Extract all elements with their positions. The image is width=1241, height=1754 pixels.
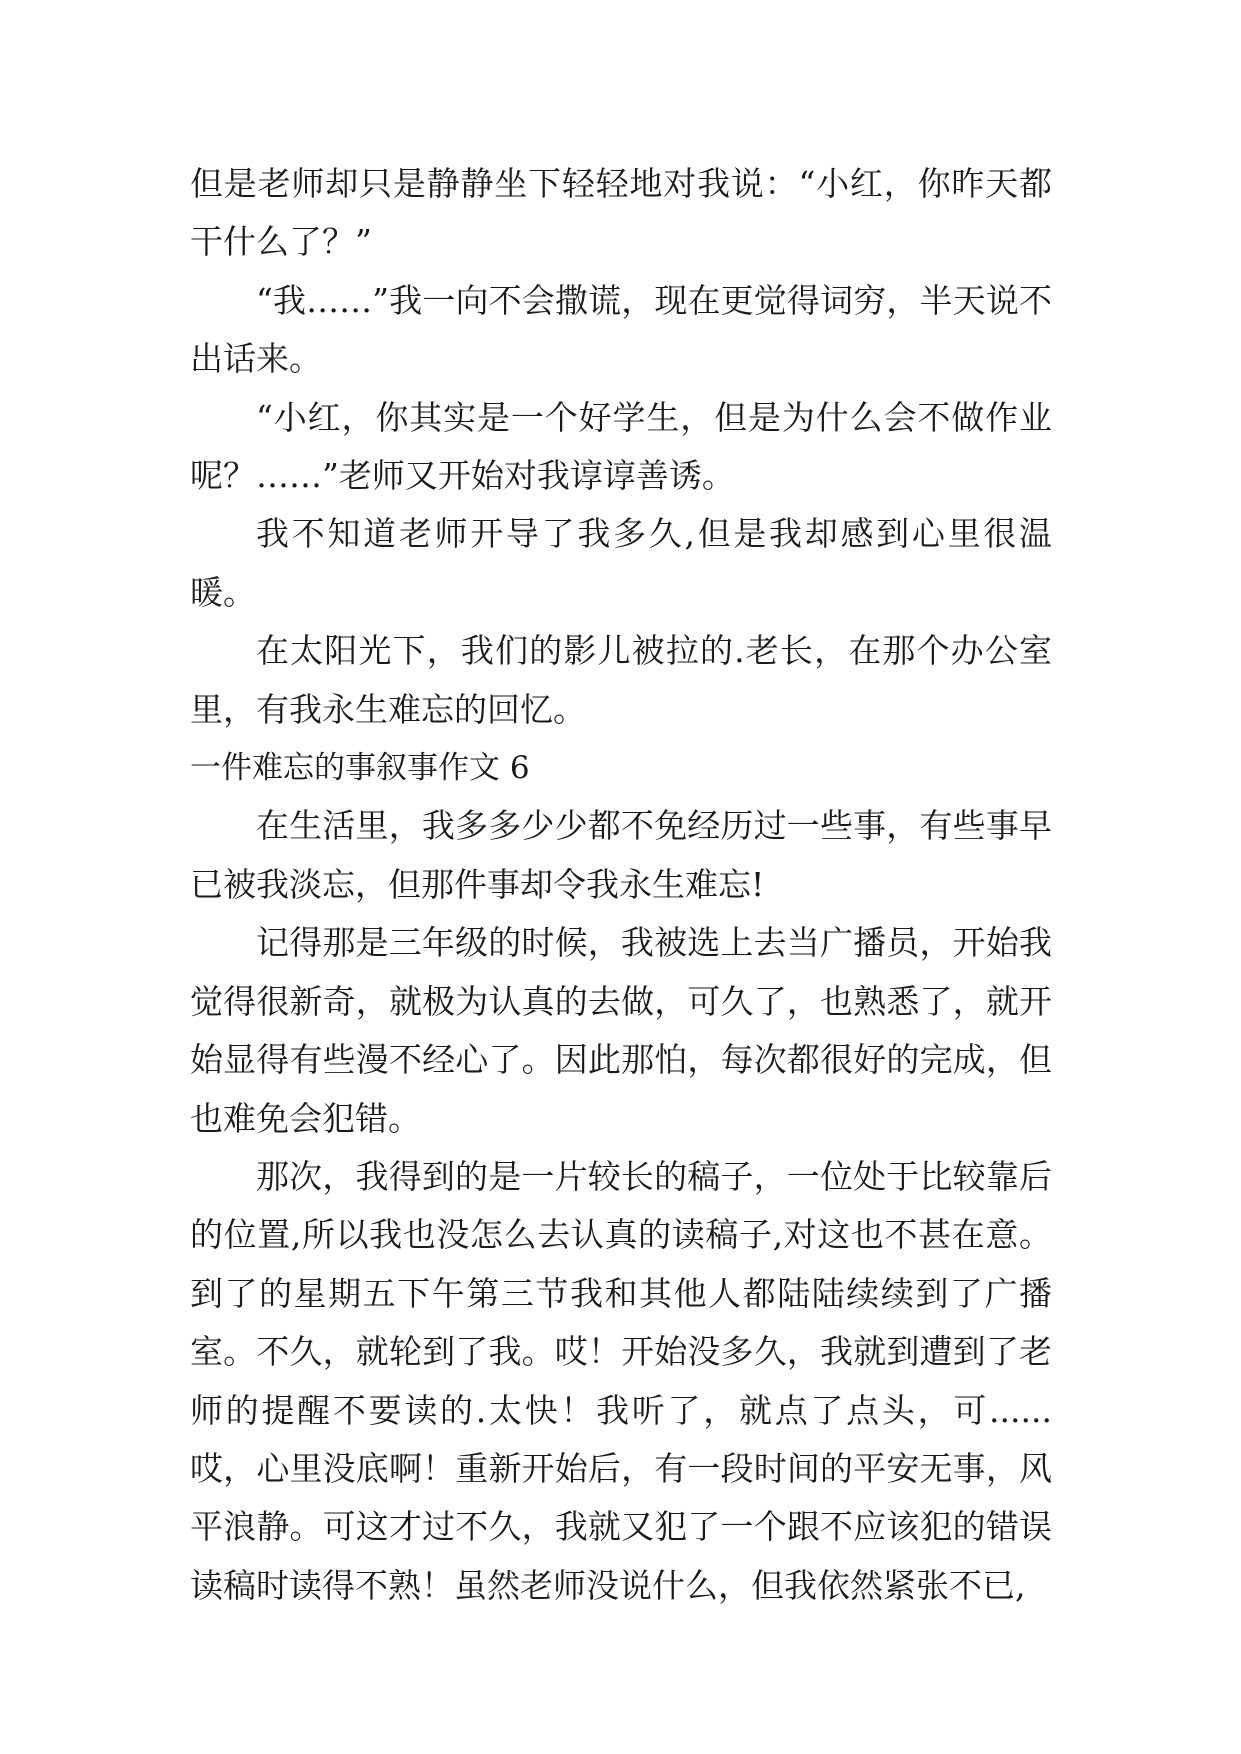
paragraph: 那次，我得到的是一片较长的稿子，一位处于比较靠后的位置,所以我也没怎么去认真的读稿子,对这也不甚在意。到了的星期五下午第三节我和其他人都陆陆续续到了广播室。不久，就轮到了我。哎！开始没多久，我就到遭到了老师的提醒不要读的.太快！我听了，就点了点头，可......哎，心里没底啊！重新开始后，有一段时间的平安无事，风平浪静。可这才过不久，我就又犯了一个跟不应该犯的错误读稿时读得不熟！虽然老师没说什么，但我依然紧张不已, <box>190 1156 1052 1605</box>
paragraph: 在生活里，我多多少少都不免经历过一些事，有些事早已被我淡忘，但那件事却令我永生难忘! <box>190 806 1052 904</box>
paragraph: “小红，你其实是一个好学生，但是为什么会不做作业呢？……”老师又开始对我谆谆善诱。 <box>190 397 1052 496</box>
paragraph: “我……”我一向不会撒谎，现在更觉得词穷，半天说不出话来。 <box>190 280 1052 379</box>
paragraph: 记得那是三年级的时候，我被选上去当广播员，开始我觉得很新奇，就极为认真的去做，可久了，也熟悉了，就开始显得有些漫不经心了。因此那怕，每次都很好的完成，但也难免会犯错。 <box>190 923 1052 1138</box>
paragraph: 在太阳光下，我们的影儿被拉的.老长，在那个办公室里，有我永生难忘的回忆。 <box>190 631 1052 729</box>
section-heading: 一件难忘的事叙事作文 6 <box>190 750 530 787</box>
paragraph: 但是老师却只是静静坐下轻轻地对我说：“小红，你昨天都干什么了？” <box>190 164 1052 262</box>
document-body <box>190 155 1052 1615</box>
paragraph: 我不知道老师开导了我多久,但是我却感到心里很温暖。 <box>190 514 1052 612</box>
